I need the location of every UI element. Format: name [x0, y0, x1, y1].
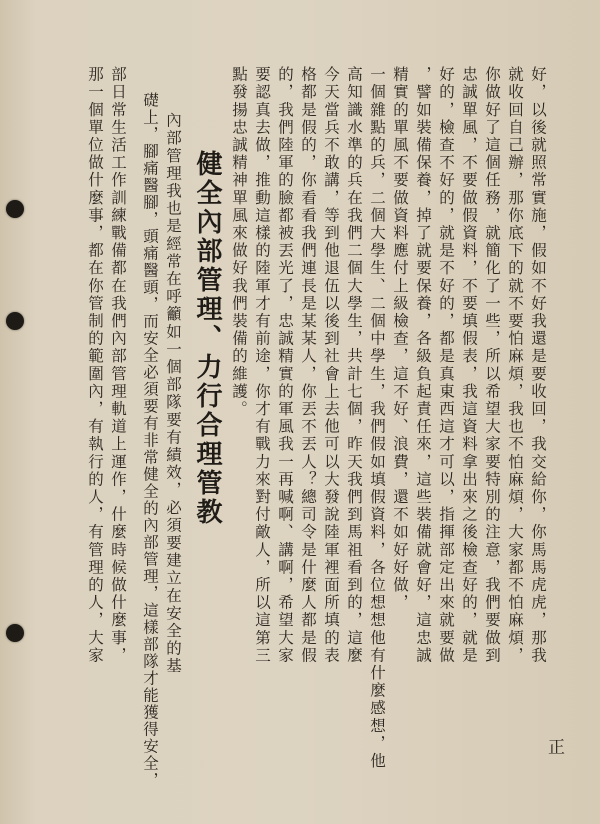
text-column: 好的，檢查不好的，就是不好的，都是真東西這才可以，指揮部定出來就要做 [437, 66, 455, 665]
binder-hole-middle [6, 312, 24, 330]
section-title: 健全內部管理、力行合理管教 [192, 150, 222, 527]
text-column: 忠誠單風，不要做假資料，不要填假表，我這資料拿出來之後檢查好的，就是 [460, 66, 478, 665]
text-column: 高知識水準的兵在我們二個大學生，共計七個，昨天我們到馬祖看到的，這麼 [345, 66, 363, 665]
text-column: 精實的單風不要做資料應付上級檢查，這不好、浪費，還不如好好做， [391, 66, 409, 612]
text-column: 就收回自己辦，那你底下的就不要怕麻煩，我也不怕麻煩，大家都不怕麻煩， [506, 66, 524, 665]
text-column: 那一個單位做什麼事，都在你管制的範圍內，有執行的人，有管理的人，大家 [86, 66, 104, 665]
text-column: 今天當兵不敢講，等到他退伍以後到社會上去他可以大發說陸軍裡面所填的表 [322, 66, 340, 665]
text-column: 要認真去做，推動這樣的陸軍才有前途，你才有戰力來對付敵人，所以這第三 [253, 66, 271, 665]
text-column: 部日常生活工作訓練戰備都在我們內部管理軌道上運作，什麼時候做什麼事， [109, 66, 127, 665]
text-column: 一個雜點的兵，二個大學生、二個中學生，我們假如填假資料，各位想想他有什麼感想，他 [368, 66, 386, 770]
text-column: 的，我們陸軍的臉都被丟光了，忠誠精實的軍風我一再喊啊、講啊，希望大家 [276, 66, 294, 665]
text-column: 點發揚忠誠精神單風來做好我們裝備的維護。 [230, 66, 248, 418]
text-column: ，譬如裝備保養，掉了就要保養，各級負起責任來，這些裝備就會好，這忠誠 [414, 66, 432, 665]
page-number: 正 [548, 738, 565, 758]
text-column: 好，以後就照常實施，假如不好我還是要收回，我交給你，你馬馬虎虎，那我 [529, 66, 547, 665]
text-column: 格都是假的，你看看我們連長是某某人，你丟不丟人？總司令是什麼人都是假 [299, 66, 317, 665]
text-column: 內部管理我也是經常在呼籲如一個部隊要有績效，必須要建立在安全的基 [164, 112, 182, 676]
text-column: 礎上，腳痛醫腳，頭痛醫頭，而安全必須要有非常健全的內部管理，這樣部隊才能獲得安全， [141, 92, 159, 789]
binder-hole-top [6, 200, 24, 218]
binder-hole-bottom [6, 624, 24, 642]
text-column: 你做好了這個任務，就簡化了一些，所以希望大家要特別的注意，我們要做到 [483, 66, 501, 665]
